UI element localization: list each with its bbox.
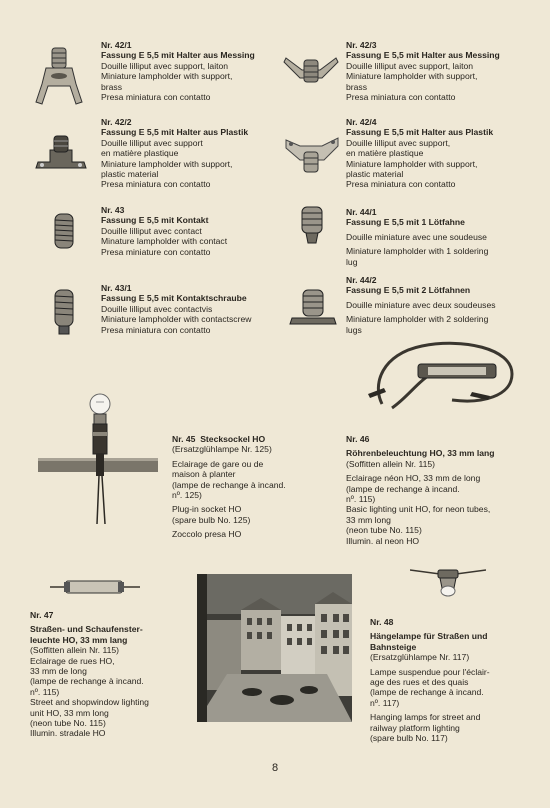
entry-number: Nr. 42/2 xyxy=(101,117,132,127)
entry-number: Nr. 42/1 xyxy=(101,40,132,50)
lampholder-42-2-image xyxy=(30,132,92,180)
lampholder-42-4-image xyxy=(282,126,342,178)
entry-44-2: Nr. 44/2 Fassung E 5,5 mit 2 Lötfahnen Douille miniature avec deux soudeuses Miniature lampholder with 2 soldering lugs xyxy=(346,275,496,335)
entry-42-2: Nr. 42/2 Fassung E 5,5 mit Halter aus Plastik Douille lilliput avec support en matière plastique Miniature lampholder with support, plastic material Presa miniatura con contatto xyxy=(101,117,249,190)
entry-number: Nr. 47 xyxy=(30,610,54,620)
entry-number: Nr. 46 xyxy=(346,434,370,444)
entry-42-3: Nr. 42/3 Fassung E 5,5 mit Halter aus Messing Douille lilliput avec support, laiton Miniature lampholder with support, brass Presa miniatura con contatto xyxy=(346,40,500,103)
lampholder-43-image xyxy=(52,212,76,252)
entry-48: Nr. 48 Hängelampe für Straßen und Bahnsteige (Ersatzglühlampe Nr. 117) Lampe suspendue pour l'éclair- age des rues et des quais (lampe de rechange à incand. nº. 117) Hanging lamps for street and railway platform lighting (spare bulb No. 117) xyxy=(370,617,490,744)
entry-42-1: Nr. 42/1 Fassung E 5,5 mit Halter aus Messing Douille lilliput avec support, laiton Miniature lampholder with support, brass Presa miniatura con contatto xyxy=(101,40,255,103)
page-number: 8 xyxy=(271,762,279,774)
entry-47: Nr. 47 Straßen- und Schaufenster- leuchte HO, 33 mm lang (Soffitten allein Nr. 115) Eclairage de rues HO, 33 mm de long (lampe de rechange à incand. nº. 115) Street and shopwindow lighting unit HO, 33 mm long (neon tube No. 115) Illumin. stradale HO xyxy=(30,610,149,739)
entry-46: Nr. 46 Röhrenbeleuchtung HO, 33 mm lang (Soffitten allein Nr. 115) Eclairage néon HO, 33 mm de long (lampe de rechange à incand. nº. 115) Basic lighting unit HO, for neon tubes, 33 mm long (neon tube No. 115) Illumin. al neon HO xyxy=(346,434,495,546)
street-light-tube-image xyxy=(50,578,140,596)
entry-number: Nr. 42/4 xyxy=(346,117,377,127)
entry-number: Nr. 44/2 xyxy=(346,275,377,285)
lampholder-42-1-image xyxy=(30,44,88,108)
entry-number: Nr. 48 xyxy=(370,617,394,627)
entry-43: Nr. 43 Fassung E 5,5 mit Kontakt Douille lilliput avec contact Minature lampholder with contact Presa miniature con contatto xyxy=(101,205,228,257)
neon-lighting-unit-image xyxy=(362,334,522,412)
lampholder-42-3-image xyxy=(282,50,340,90)
entry-number: Nr. 42/3 xyxy=(346,40,377,50)
lampholder-43-1-image xyxy=(50,288,78,336)
entry-42-4: Nr. 42/4 Fassung E 5,5 mit Halter aus Plastik Douille lilliput avec support, en matière plastique Miniature lampholder with support, plastic material Presa miniatura con contatto xyxy=(346,117,494,190)
street-scene-photo xyxy=(197,574,352,722)
entry-43-1: Nr. 43/1 Fassung E 5,5 mit Kontaktschraube Douille lilliput avec contactvis Miniature lampholder with contactscrew Presa miniatura con contatto xyxy=(101,283,252,335)
entry-44-1: Nr. 44/1 Fassung E 5,5 mit 1 Lötfahne Douille miniature avec une soudeuse Miniature lampholder with 1 soldering lug xyxy=(346,207,489,267)
lampholder-44-2-image xyxy=(288,288,338,330)
entry-number: Nr. 43/1 xyxy=(101,283,132,293)
hanging-lamp-image xyxy=(410,566,486,602)
entry-45: Nr. 45 Stecksockel HO (Ersatzglühlampe Nr. 125) Eclairage de gare ou de maison à planter (lampe de rechange à incand. nº. 125) Plug-in socket HO (spare bulb No. 125) Zoccolo presa HO xyxy=(172,434,286,540)
entry-number: Nr. 43 xyxy=(101,205,125,215)
lampholder-44-1-image xyxy=(296,205,328,245)
entry-number: Nr. 45 xyxy=(172,434,196,444)
plug-in-socket-image xyxy=(38,392,158,530)
entry-number: Nr. 44/1 xyxy=(346,207,377,217)
